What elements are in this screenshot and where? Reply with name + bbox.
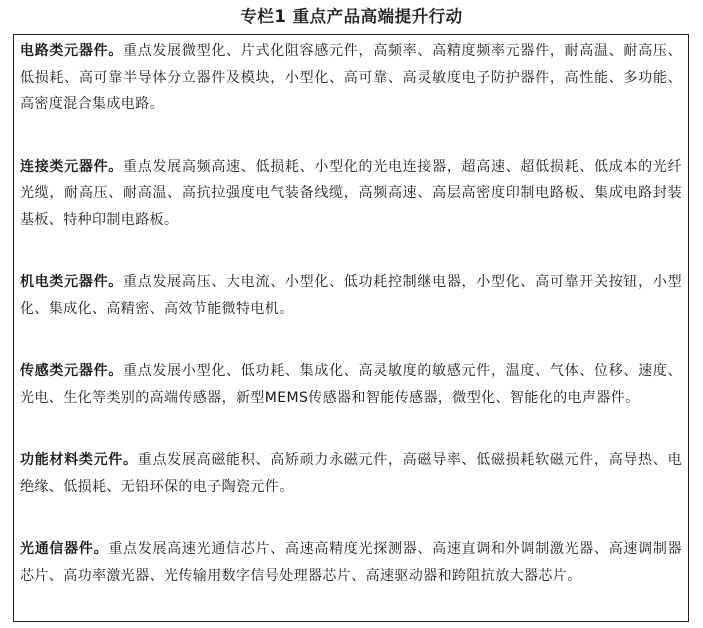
section-heading: 光通信器件。 [20, 541, 109, 557]
section-heading: 机电类元器件。 [20, 274, 124, 290]
column-title: 专栏1 重点产品高端提升行动 [240, 7, 463, 26]
section-text: 重点发展微型化、片式化阻容感元件，高频率、高精度频率元器件，耐高温、耐高压、低损耗、高可靠半导体分立器件及模块，小型化、高可靠、高灵敏度电子防护器件，高性能、多功能、高密度混合集成电路。 [20, 43, 682, 112]
content-box [13, 34, 689, 622]
section-sensing-components [20, 358, 682, 411]
section-circuit-components [20, 38, 682, 118]
section-text: 重点发展高频高速、低损耗、小型化的光电连接器，超高速、超低损耗、低成本的光纤光缆，耐高压、耐高温、高抗拉强度电气装备线缆，高频高速、高层高密度印制电路板、集成电路封装基板、特种印制电路板。 [20, 158, 682, 228]
section-text: 重点发展小型化、低功耗、集成化、高灵敏度的敏感元件，温度、气体、位移、速度、光电、生化等类别的高端传感器，新型MEMS传感器和智能传感器，微型化、智能化的电声器件。 [20, 363, 682, 406]
section-text: 重点发展高磁能积、高矫顽力永磁元件，高磁导率、低磁损耗软磁元件，高导热、电绝缘、低损耗、无铅环保的电子陶瓷元件。 [20, 452, 682, 495]
section-connection-components [20, 154, 682, 234]
section-text: 重点发展高压、大电流、小型化、低功耗控制继电器，小型化、高可靠开关按钮，小型化、集成化、高精密、高效节能微特电机。 [20, 274, 682, 317]
section-heading: 功能材料类元件。 [20, 452, 138, 468]
section-text: 重点发展高速光通信芯片、高速高精度光探测器、高速直调和外调制激光器、高速调制器芯片、高功率激光器、光传输用数字信号处理器芯片、高速驱动器和跨阻抗放大器芯片。 [20, 541, 682, 584]
section-electromechanical-components [20, 269, 682, 322]
section-optical-communication-devices [20, 536, 682, 589]
section-heading: 电路类元器件。 [20, 43, 124, 59]
section-heading: 连接类元器件。 [20, 158, 124, 175]
section-functional-material-components [20, 447, 682, 500]
section-heading: 传感类元器件。 [20, 363, 124, 379]
